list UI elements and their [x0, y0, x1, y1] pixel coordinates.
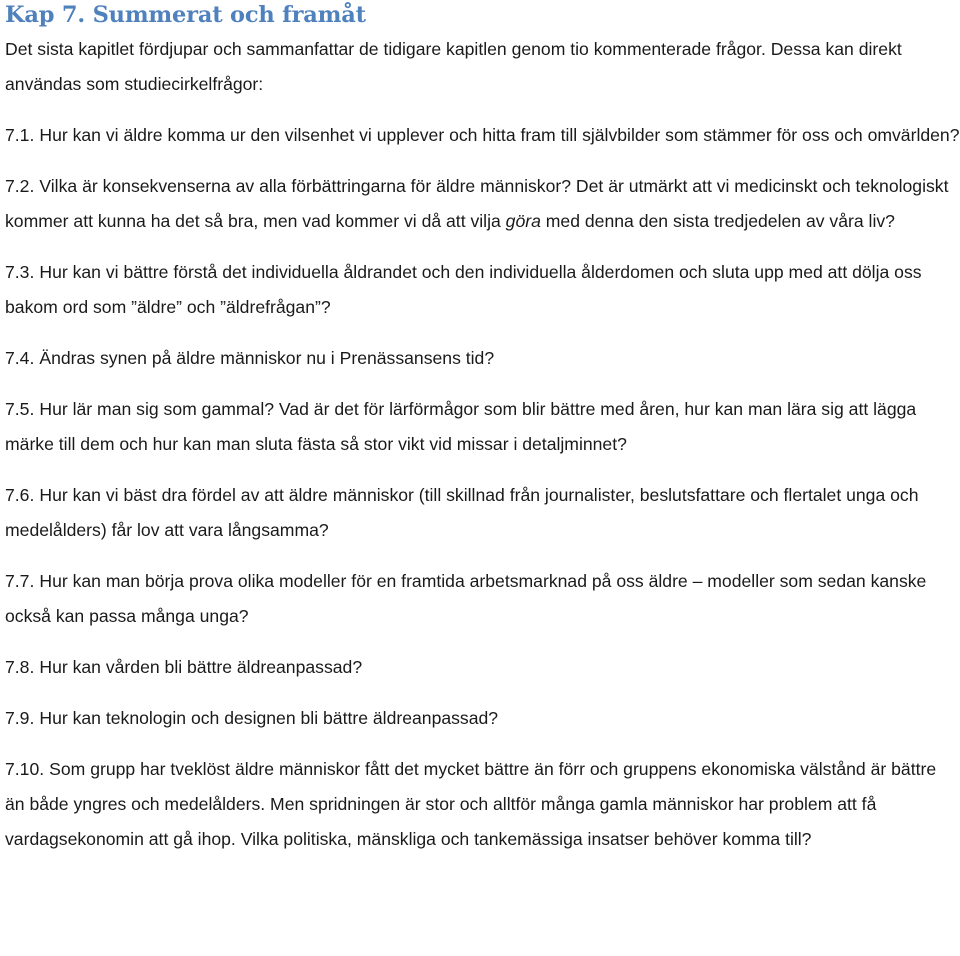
question-number: 7.4. — [5, 347, 35, 368]
question-emphasis: göra — [505, 210, 541, 231]
question-text-continued: med denna den sista tredjedelen av våra liv? — [540, 210, 895, 231]
question-text: Hur kan teknologin och designen bli bättre äldreanpassad? — [39, 708, 499, 729]
question-7-7 — [5, 564, 960, 633]
question-text: Vilka är konsekvenserna av alla förbättringarna för äldre människor? Det är utmärkt att vi medicinskt och teknologiskt kommer att kunna ha det så bra, men vad kommer vi då att vilja — [5, 176, 949, 231]
question-7-2 — [5, 169, 960, 238]
question-7-4 — [5, 341, 960, 376]
question-7-10 — [5, 752, 960, 856]
question-number: 7.2. — [5, 176, 35, 197]
question-number: 7.9. — [5, 708, 35, 729]
question-number: 7.6. — [5, 485, 35, 506]
question-number: 7.8. — [5, 656, 35, 677]
question-7-5 — [5, 392, 960, 461]
question-text: Hur kan man börja prova olika modeller för en framtida arbetsmarknad på oss äldre – modeller som sedan kanske också kan passa många unga? — [5, 570, 927, 626]
question-text: Hur kan vi äldre komma ur den vilsenhet vi upplever och hitta fram till självbilder som stämmer för oss och omvärlden? — [39, 124, 960, 145]
question-number: 7.5. — [5, 399, 35, 420]
question-7-8 — [5, 650, 960, 685]
chapter-heading: Kap 7. Summerat och framåt — [5, 2, 366, 28]
question-7-6 — [5, 478, 960, 547]
question-7-9 — [5, 701, 960, 736]
question-text: Hur kan vi bäst dra fördel av att äldre människor (till skillnad från journalister, beslutsfattare och flertalet unga och medelålders) får lov att vara långsamma? — [5, 485, 919, 540]
question-text: Ändras synen på äldre människor nu i Prenässansens tid? — [39, 347, 495, 368]
question-number: 7.10. — [5, 759, 45, 780]
question-7-3 — [5, 255, 960, 324]
question-number: 7.1. — [5, 124, 35, 145]
document-page — [5, 0, 960, 856]
question-number: 7.3. — [5, 262, 35, 283]
question-text: Hur kan vi bättre förstå det individuella åldrandet och den individuella ålderdomen och sluta upp med att dölja oss bakom ord som ”äldre” och ”äldrefrågan”? — [5, 262, 922, 317]
question-number: 7.7. — [5, 570, 35, 591]
question-text: Hur lär man sig som gammal? Vad är det för lärförmågor som blir bättre med åren, hur kan man lära sig att lägga märke till dem och hur kan man sluta fästa så stor vikt vid missar i detaljminnet? — [5, 399, 917, 454]
question-text: Som grupp har tveklöst äldre människor fått det mycket bättre än förr och gruppens ekonomiska välstånd är bättre än både yngres och medelålders. Men spridningen är stor och alltför många gamla människor har problem att få vardagsekonomin att gå ihop. Vilka politiska, mänskliga och tankemässiga insatser behöver komma till? — [5, 759, 937, 849]
question-7-1 — [5, 118, 960, 153]
question-text: Hur kan vården bli bättre äldreanpassad? — [39, 656, 363, 677]
chapter-intro: Det sista kapitlet fördjupar och sammanfattar de tidigare kapitlen genom tio kommenterade frågor. Dessa kan direkt användas som studiecirkelfrågor: — [5, 39, 902, 94]
